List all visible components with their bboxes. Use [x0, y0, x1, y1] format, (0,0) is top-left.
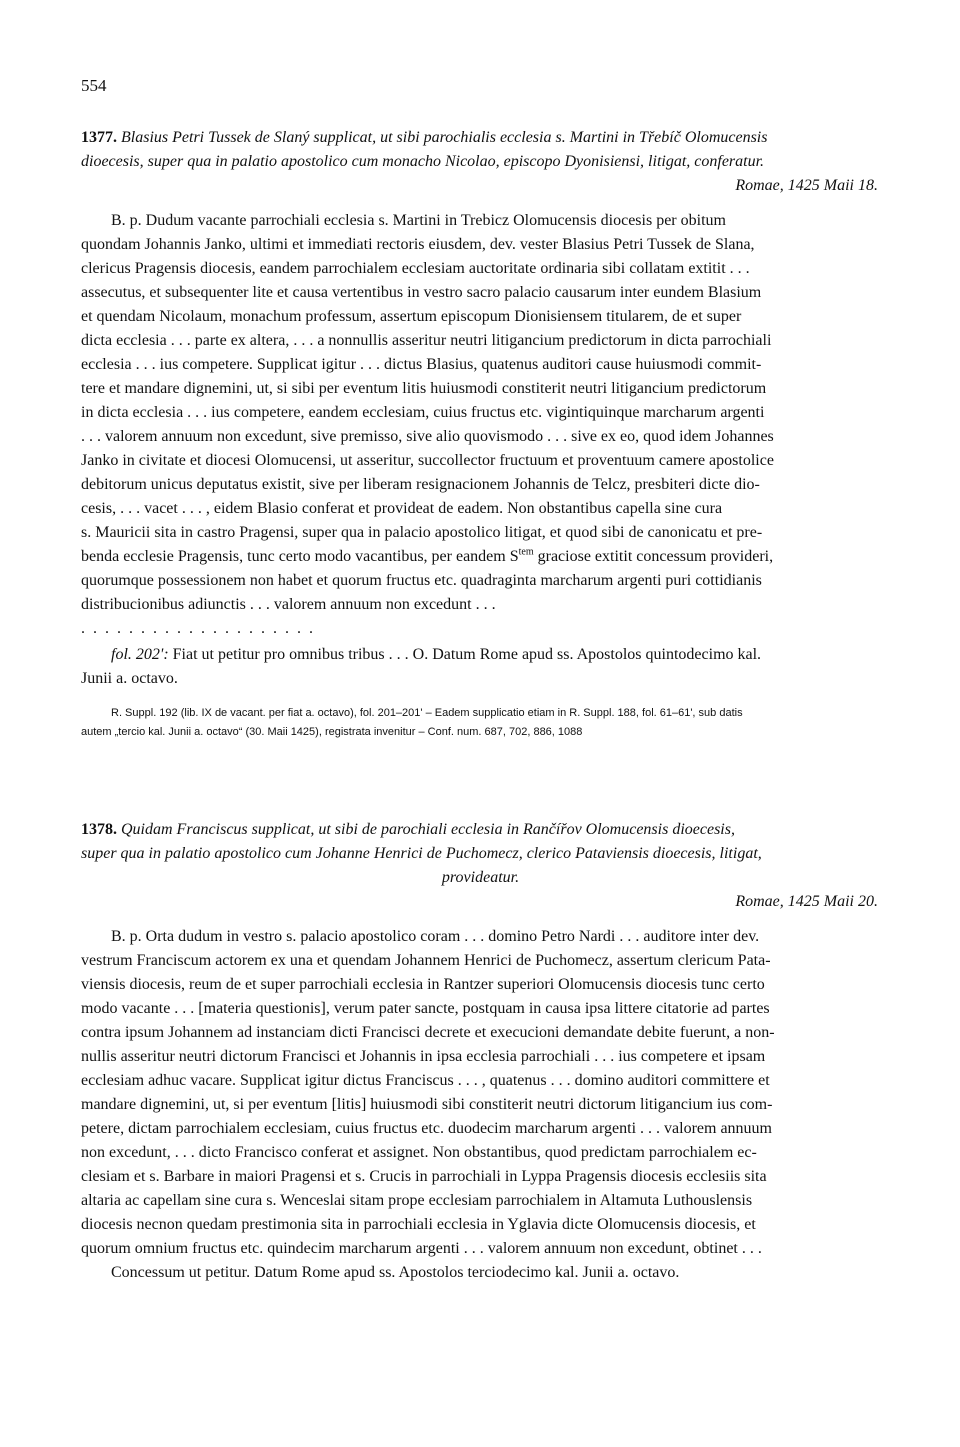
- body-line: quorum omnium fructus etc. quindecim marcharum argenti . . . valorem annuum non excedunt, obtinet . . .: [81, 1240, 762, 1257]
- summary-line: 1377. Blasius Petri Tussek de Slaný supplicat, ut sibi parochialis ecclesia s. Martini in Třebíč Olomucensis: [81, 129, 768, 146]
- body-line: clesiam et s. Barbare in maiori Pragensi et s. Crucis in parrochiali in Lyppa Pragensis diocesis ecclesiis sita: [81, 1168, 767, 1185]
- body-line: petere, dictam parrochialem ecclesiam, cuius fructus etc. duodecim marcharum argenti . . . valorem annuum: [81, 1120, 772, 1137]
- body-line: Janko in civitate et diocesi Olomucensi, ut asseritur, succollector fructuum et proventuum camere apostolice: [81, 452, 774, 469]
- entry-summary: [81, 126, 880, 174]
- superscript: tem: [518, 546, 534, 558]
- entry-1378: [81, 818, 880, 1285]
- body-line: clericus Pragensis diocesis, eandem parrochialem ecclesiam auctoritate ordinaria sibi collatam extitit . . .: [81, 260, 750, 277]
- summary-line: provideatur.: [441, 869, 520, 886]
- body-line: . . . valorem annuum non excedunt, sive premisso, sive alio quovismodo . . . sive ex eo, quod idem Johannes: [81, 428, 774, 445]
- body-line: B. p. Orta dudum in vestro s. palacio apostolico coram . . . domino Petro Nardi . . . auditore inter dev.: [111, 928, 760, 945]
- note-line: R. Suppl. 192 (lib. IX de vacant. per fiat a. octavo), fol. 201–201' – Eadem supplicatio etiam in R. Suppl. 188, fol. 61–61', sub datis: [111, 707, 743, 719]
- body-line: cesis, . . . vacet . . . , eidem Blasio conferat et provideat de eadem. Non obstantibus capella sine cura: [81, 500, 723, 517]
- body-line: modo vacante . . . [materia questionis], verum pater sancte, postquam in causa ipsa littere citatorie ad partes: [81, 1000, 770, 1017]
- entry-body: [81, 209, 880, 691]
- body-line: assecutus, et subsequenter lite et causa vertentibus in vestro sacro palacio causarum inter eundem Blasium: [81, 284, 762, 301]
- body-line: quorumque possessionem non habet et quorum fructus etc. quadraginta marcharum argenti puri cottidianis: [81, 572, 762, 589]
- body-line: debitorum unicus deputatus existit, sive per liberam resignacionem Johannis de Telcz, presbiteri dicte dio-: [81, 476, 760, 493]
- body-line: tere et mandare dignemini, ut, si sibi per eventum litis huiusmodi constiterit neutri litigancium predictorum: [81, 380, 767, 397]
- entry-body: [81, 925, 880, 1285]
- body-line: contra ipsum Johannem ad instanciam dicti Francisci decrete et execucioni demandate debite fuerunt, a non-: [81, 1024, 775, 1041]
- body-line: non excedunt, . . . dicto Francisco conferat et assignet. Non obstantibus, quod predictam parrochialem ec-: [81, 1144, 757, 1161]
- omission-dots: . . . . . . . . . . . . . . . . . . . .: [81, 620, 315, 637]
- body-line: ecclesiam adhuc vacare. Supplicat igitur dictus Franciscus . . . , quatenus . . . domino auditori committere et: [81, 1072, 770, 1089]
- body-line: vestrum Franciscum actorem ex una et quendam Johannem Henrici de Puchomecz, assertum clericum Pata-: [81, 952, 771, 969]
- summary-line: super qua in palatio apostolico cum Johanne Henrici de Puchomecz, clerico Pataviensis dioecesis, litigat,: [81, 845, 762, 862]
- entry-summary: [81, 818, 880, 890]
- body-line: mandare dignemini, ut, si per eventum [litis] huiusmodi sibi constiterit neutri dictorum litigancium ius com-: [81, 1096, 773, 1113]
- body-line: ecclesia . . . ius competere. Supplicat igitur . . . dictus Blasius, quatenus auditori cause huiusmodi commit-: [81, 356, 762, 373]
- note-line: autem „tercio kal. Junii a. octavo“ (30. Maii 1425), registrata invenitur – Conf. num. 687, 702, 886, 1088: [81, 726, 583, 738]
- body-line: dicta ecclesia . . . parte ex altera, . . . a nonnullis asseritur neutri litigancium predictorum in dicta parrochiali: [81, 332, 772, 349]
- entry-1377: [81, 126, 880, 742]
- body-line: viensis diocesis, reum de et super parrochiali ecclesia in Rantzer superiori Olomucensis diocesis tunc certo: [81, 976, 765, 993]
- fol-line: Junii a. octavo.: [81, 670, 178, 687]
- body-line: et quendam Nicolaum, monachum professum, assertum episcopum Dionisiensem titularem, de et super: [81, 308, 742, 325]
- summary-line: dioecesis, super qua in palatio apostolico cum monacho Nicolao, episcopo Dyonisiensi, litigat, conferatur.: [81, 153, 765, 170]
- fol-line: fol. 202': Fiat ut petitur pro omnibus tribus . . . O. Datum Rome apud ss. Apostolos quintodecimo kal.: [111, 646, 762, 663]
- body-line: quondam Johannis Janko, ultimi et immediati rectoris eiusdem, dev. vester Blasius Petri Tussek de Slana,: [81, 236, 755, 253]
- body-line: diocesis necnon quedam prestimonia sita in parrochiali ecclesia in Yglavia dicte Olomucensis diocesis, et: [81, 1216, 756, 1233]
- body-line: s. Mauricii sita in castro Pragensi, super qua in palacio apostolico litigat, et quod sibi de canonicatu et pre-: [81, 524, 763, 541]
- summary-line: 1378. Quidam Franciscus supplicat, ut sibi de parochiali ecclesia in Rančířov Olomucensis dioecesis,: [81, 821, 735, 838]
- body-line: benda ecclesie Pragensis, tunc certo modo vacantibus, per eandem $S^{tem}$ graciose extitit concessum provideri,: [81, 546, 774, 565]
- dateline: Romae, 1425 Maii 20.: [735, 893, 878, 910]
- closing-line: Concessum ut petitur. Datum Rome apud ss. Apostolos terciodecimo kal. Junii a. octavo.: [111, 1264, 680, 1281]
- body-line: altaria ac capellam sine cura s. Wenceslai sitam prope ecclesiam parrochialem in Altamuta Luthouslensis: [81, 1192, 753, 1209]
- body-line: nullis asseritur neutri dictorum Francisci et Johannis in ipsa ecclesia parrochiali . . . ius competere et ipsam: [81, 1048, 766, 1065]
- archival-note: [81, 704, 880, 742]
- body-line: B. p. Dudum vacante parrochiali ecclesia s. Martini in Trebicz Olomucensis diocesis per obitum: [111, 212, 726, 229]
- page-number: 554: [81, 76, 107, 95]
- entry-number: 1377.: [81, 129, 117, 146]
- body-line: distribucionibus adiunctis . . . valorem annuum non excedunt . . .: [81, 596, 496, 613]
- fol-label: fol. 202':: [111, 646, 169, 663]
- dateline: Romae, 1425 Maii 18.: [735, 177, 878, 194]
- entry-number: 1378.: [81, 821, 117, 838]
- body-line: in dicta ecclesia . . . ius competere, eandem ecclesiam, cuius fructus etc. vigintiquinque marcharum argenti: [81, 404, 765, 421]
